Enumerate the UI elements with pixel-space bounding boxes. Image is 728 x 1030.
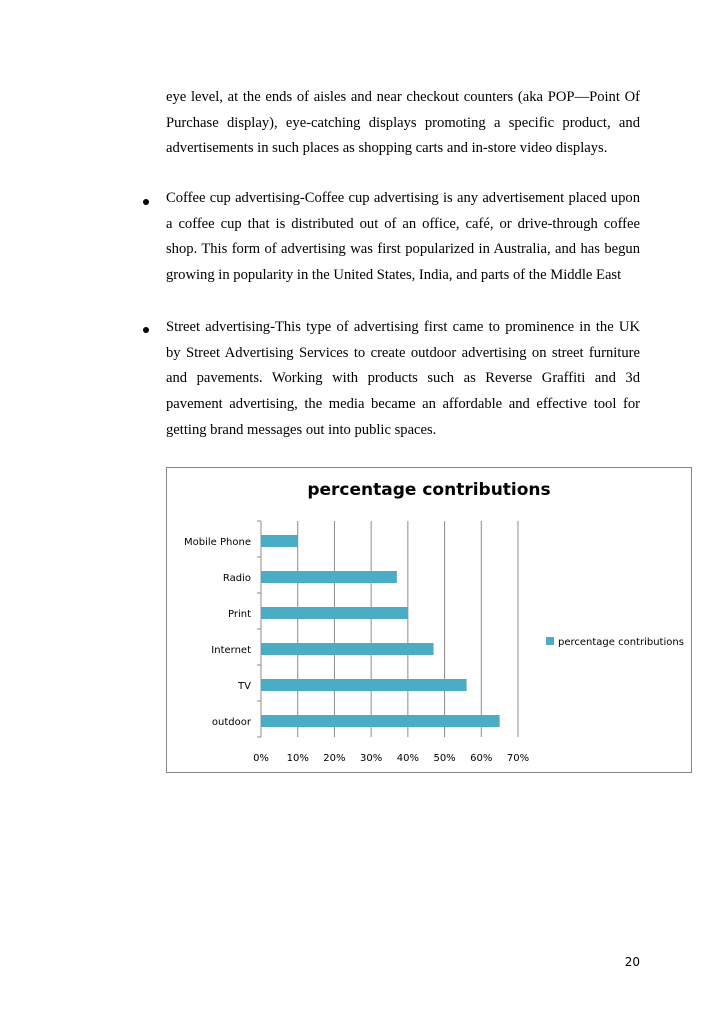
- x-tick-label: 70%: [506, 753, 530, 764]
- bullet-street: [143, 327, 149, 333]
- category-label: Radio: [222, 573, 251, 584]
- legend-label: percentage contributions: [558, 637, 684, 648]
- paragraph-street: Street advertising-This type of advertising first came to prominence in the UK by Street Advertising Services to create outdoor advertising on street furniture and pavements. Working with products such as Reverse Graffiti and 3d pavement advertising, the media became an affordable and effective tool for getting brand messages out into public spaces.: [166, 319, 640, 438]
- x-tick-label: 0%: [253, 753, 269, 764]
- chart-title: percentage contributions: [307, 480, 551, 500]
- page-number: 20: [624, 955, 640, 969]
- paragraph-pop-display: eye level, at the ends of aisles and near checkout counters (aka POP—Point Of Purchase display), eye-catching displays promoting a specific product, and advertisements in such places as shopping carts and in-store video displays.: [166, 89, 640, 157]
- x-tick-label: 40%: [396, 753, 419, 764]
- x-tick-label: 30%: [360, 753, 383, 764]
- x-tick-label: 10%: [286, 753, 309, 764]
- x-tick-label: 20%: [323, 753, 346, 764]
- category-label: Print: [227, 609, 251, 620]
- chart-frame: [166, 467, 692, 773]
- paragraph-coffee-cup: Coffee cup advertising-Coffee cup advertising is any advertisement placed upon a coffee cup that is distributed out of an office, café, or drive-through coffee shop. This form of advertising was first popularized in Australia, and has begun growing in popularity in the United States, India, and parts of the Middle East: [166, 190, 640, 284]
- category-label: TV: [238, 681, 251, 692]
- category-label: Internet: [211, 645, 251, 656]
- category-label: Mobile Phone: [184, 537, 251, 548]
- x-tick-label: 60%: [470, 753, 493, 764]
- category-label: outdoor: [211, 717, 251, 728]
- bullet-coffee-cup: [143, 199, 149, 205]
- x-tick-label: 50%: [433, 753, 456, 764]
